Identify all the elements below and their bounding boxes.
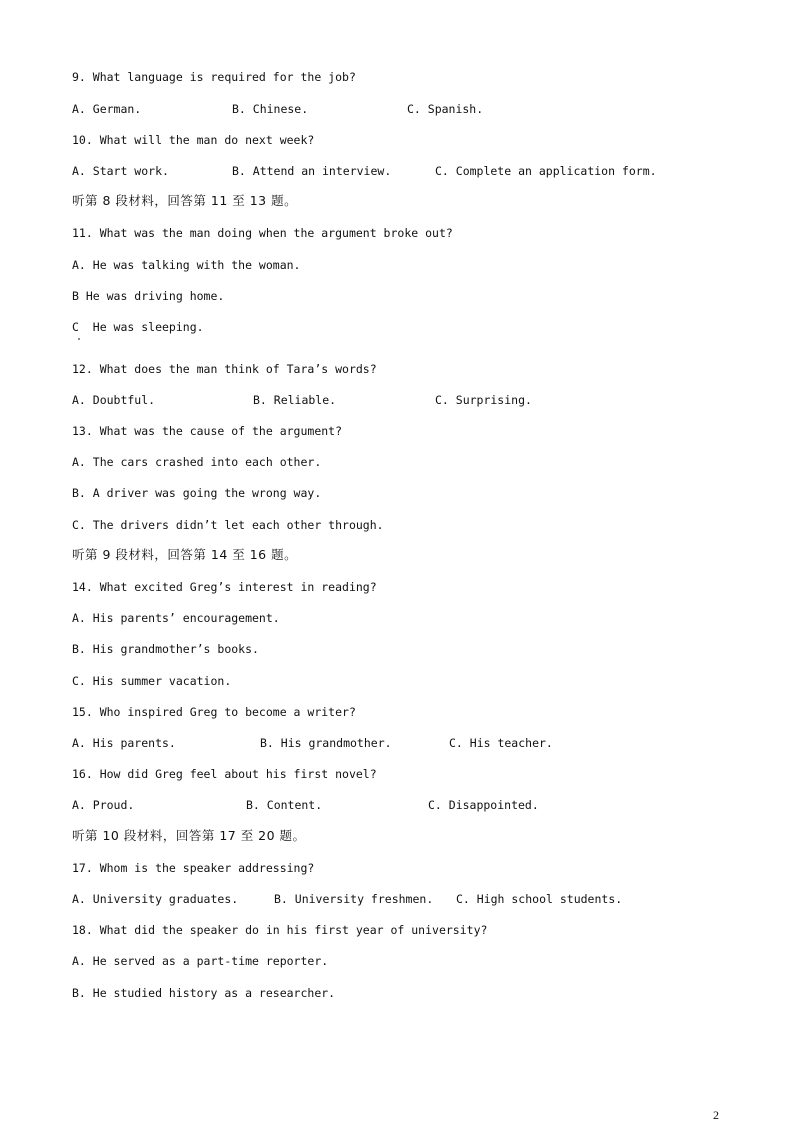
q10-option-a: A. Start work.: [72, 164, 169, 178]
page-number: 2: [713, 1108, 719, 1122]
question-12: 12. What does the man think of Tara’s words?: [72, 362, 377, 376]
q13-option-a: A. The cars crashed into each other.: [72, 455, 322, 469]
section-8-heading: 听第 8 段材料，回答第 11 至 13 题。: [72, 193, 298, 208]
question-14: 14. What excited Greg’s interest in reading?: [72, 580, 377, 594]
q16-option-c: C. Disappointed.: [428, 798, 539, 812]
q10-option-b: B. Attend an interview.: [232, 164, 392, 178]
q15-option-a: A. His parents.: [72, 736, 176, 750]
q12-option-c: C. Surprising.: [435, 393, 532, 407]
q18-option-b: B. He studied history as a researcher.: [72, 986, 336, 1000]
question-15: 15. Who inspired Greg to become a writer?: [72, 705, 356, 719]
stray-mark: [78, 338, 80, 340]
q14-option-b: B. His grandmother’s books.: [72, 642, 259, 656]
q16-option-a: A. Proud.: [72, 798, 135, 812]
q18-option-a: A. He served as a part-time reporter.: [72, 954, 329, 968]
q15-option-b: B. His grandmother.: [260, 736, 392, 750]
q16-option-b: B. Content.: [246, 798, 323, 812]
q12-option-a: A. Doubtful.: [72, 393, 156, 407]
q11-option-a: A. He was talking with the woman.: [72, 258, 301, 272]
section-9-heading: 听第 9 段材料，回答第 14 至 16 题。: [72, 547, 298, 562]
question-17: 17. Whom is the speaker addressing?: [72, 861, 315, 875]
question-13: 13. What was the cause of the argument?: [72, 424, 343, 438]
q13-option-c: C. The drivers didn’t let each other through.: [72, 518, 384, 532]
question-9: 9. What language is required for the job?: [72, 70, 356, 84]
q15-option-c: C. His teacher.: [449, 736, 553, 750]
q12-option-b: B. Reliable.: [253, 393, 337, 407]
q13-option-b: B. A driver was going the wrong way.: [72, 486, 322, 500]
q10-option-c: C. Complete an application form.: [435, 164, 657, 178]
q9-option-c: C. Spanish.: [407, 102, 484, 116]
q17-option-a: A. University graduates.: [72, 892, 239, 906]
question-11: 11. What was the man doing when the argument broke out?: [72, 226, 453, 240]
q14-option-a: A. His parents’ encouragement.: [72, 611, 280, 625]
q11-option-c: C He was sleeping.: [72, 320, 204, 334]
q9-option-a: A. German.: [72, 102, 142, 116]
section-10-heading: 听第 10 段材料，回答第 17 至 20 题。: [72, 828, 306, 843]
question-16: 16. How did Greg feel about his first novel?: [72, 767, 377, 781]
q17-option-b: B. University freshmen.: [274, 892, 434, 906]
q14-option-c: C. His summer vacation.: [72, 674, 232, 688]
question-18: 18. What did the speaker do in his first year of university?: [72, 923, 488, 937]
q17-option-c: C. High school students.: [456, 892, 623, 906]
question-10: 10. What will the man do next week?: [72, 133, 315, 147]
q11-option-b: B He was driving home.: [72, 289, 225, 303]
q9-option-b: B. Chinese.: [232, 102, 309, 116]
